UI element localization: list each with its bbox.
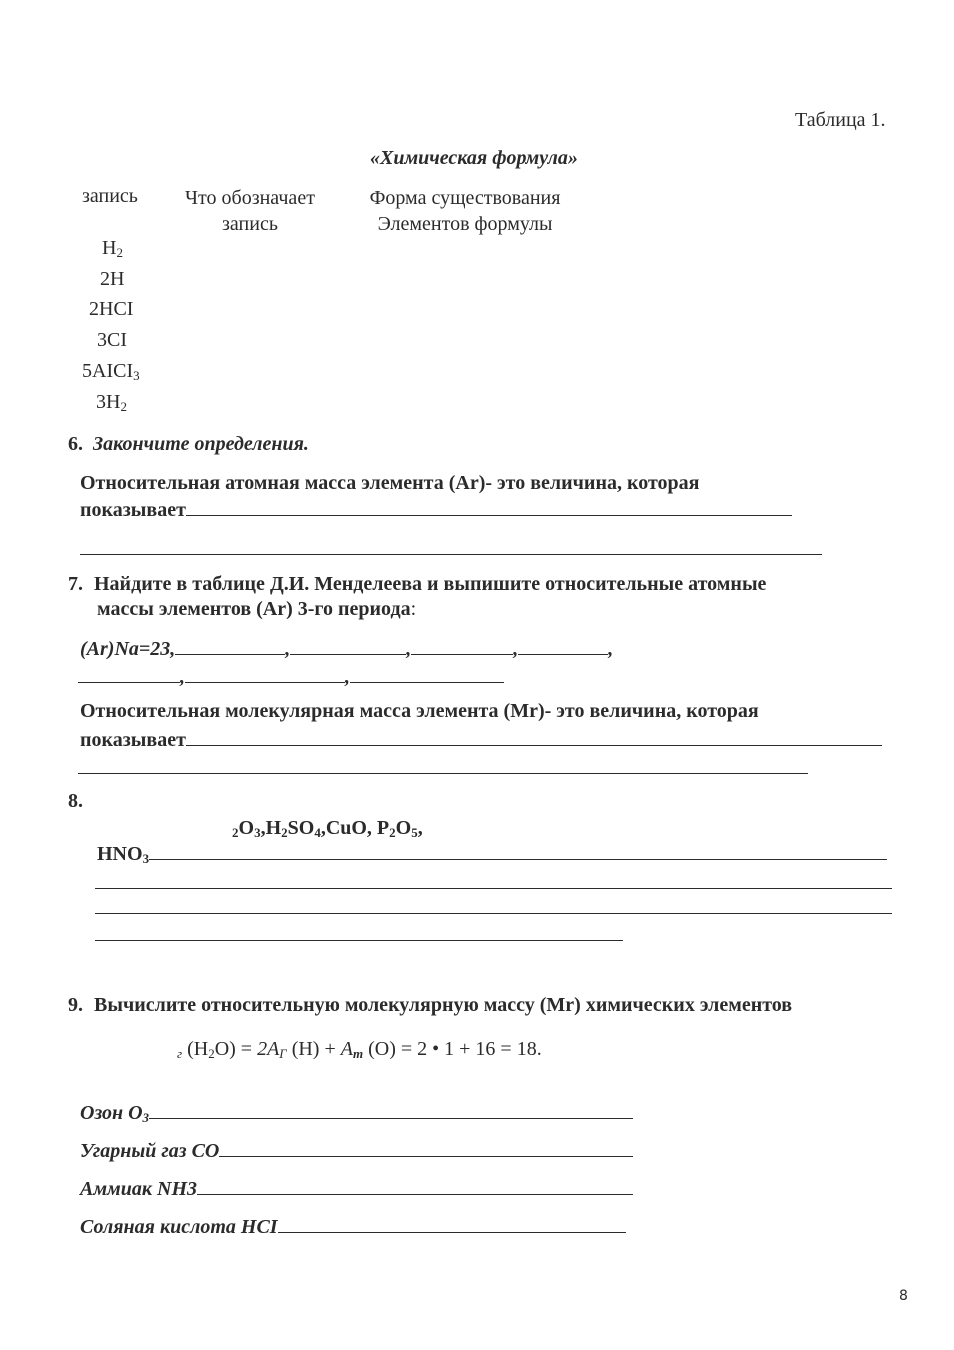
- table-header-form: [350, 185, 580, 237]
- table-row: 2HCI: [89, 298, 134, 320]
- q6-answer-blank-1[interactable]: [186, 497, 792, 516]
- table-header-form-line2: Элементов формулы: [377, 213, 553, 235]
- q7-number: 7.: [68, 573, 83, 595]
- q9-item-ozone: Озон $O_3$: [80, 1100, 633, 1125]
- q6-number: 6.: [68, 433, 83, 455]
- q8-number: 8.: [68, 790, 83, 812]
- q9-co-blank[interactable]: [219, 1138, 633, 1157]
- q9-heading: [68, 994, 792, 1017]
- q9-number: 9.: [68, 994, 83, 1016]
- q9-item-nh3: Аммиак NH3: [80, 1176, 633, 1201]
- table-header-meaning: [170, 185, 330, 237]
- q7-blank[interactable]: [290, 636, 406, 655]
- table-caption: Таблица 1.: [795, 109, 886, 131]
- table-row: $5AICI_3$: [82, 360, 140, 383]
- q9-ozone-blank[interactable]: [149, 1100, 633, 1119]
- q9-item-hcl: Соляная кислота HCI: [80, 1214, 626, 1239]
- table-header-meaning-line2: запись: [222, 213, 278, 235]
- q6-definition-line1: Относительная атомная масса элемента (Ar)- это величина, которая: [80, 472, 700, 494]
- table-row: $H_2$: [102, 237, 123, 260]
- q7-blank[interactable]: [185, 664, 345, 683]
- q8-formulas: $_2O_3,H_2SO_4,CuO$, $P_2O_5$,: [232, 817, 423, 840]
- q7-mr-blank-2[interactable]: [78, 773, 808, 774]
- q8-answer-blank-3[interactable]: [95, 913, 892, 914]
- table-row: 2H: [100, 268, 125, 290]
- table-header-form-line1: Форма существования: [369, 187, 561, 209]
- q7-answer-row1: (Ar)Na=23, , , , ,: [80, 638, 614, 660]
- table-header-record: запись: [82, 185, 138, 207]
- q9-item-co: Угарный газ CO: [80, 1138, 633, 1163]
- q7-blank[interactable]: [411, 636, 513, 655]
- q7-line1: [68, 573, 766, 596]
- q7-blank[interactable]: [518, 636, 608, 655]
- table-row: 3CI: [97, 329, 127, 351]
- table-row: $3H_2$: [96, 391, 127, 414]
- q7-answer-row2: , ,: [78, 664, 504, 689]
- q6-answer-blank-2[interactable]: [80, 554, 822, 555]
- q7-text-line1: Найдите в таблице Д.И. Менделеева и выпишите относительные атомные: [94, 573, 767, 595]
- q7-blank[interactable]: [350, 664, 504, 683]
- q8-answer-blank-4[interactable]: [95, 940, 623, 941]
- q7-mr-blank-1[interactable]: [186, 727, 882, 746]
- q8-answer-blank-1[interactable]: [149, 841, 887, 860]
- q6-title: Закончите определения.: [93, 433, 309, 455]
- q7-blank[interactable]: [78, 664, 180, 683]
- table-header-meaning-line1: Что обозначает: [185, 187, 315, 209]
- page-number: 8: [899, 1288, 908, 1304]
- q7-example: (Ar)Na=23,: [80, 638, 176, 660]
- q9-example: $_г$ $(H_2O) = 2A_Г$ $(H) + A_m$ (O) = 2 • 1 + 16 = 18.: [177, 1038, 542, 1061]
- q6-definition-line2: показывает: [80, 497, 792, 522]
- q7-mr-line1: Относительная молекулярная масса элемента (Mr)- это величина, которая: [80, 700, 759, 722]
- q9-title: Вычислите относительную молекулярную массу (Mr) химических элементов: [94, 994, 793, 1016]
- q9-nh3-blank[interactable]: [197, 1176, 633, 1195]
- q7-mr-line2: показывает: [80, 727, 882, 752]
- q7-line2: массы элементов (Ar) 3-го периода:: [97, 598, 417, 620]
- q8-hno3-line: $HNO_3$: [97, 841, 887, 866]
- q8-answer-blank-2[interactable]: [95, 888, 892, 889]
- q7-blank[interactable]: [175, 636, 285, 655]
- table-title: «Химическая формула»: [370, 147, 578, 169]
- q9-hcl-blank[interactable]: [278, 1214, 626, 1233]
- q6-heading: [68, 433, 309, 456]
